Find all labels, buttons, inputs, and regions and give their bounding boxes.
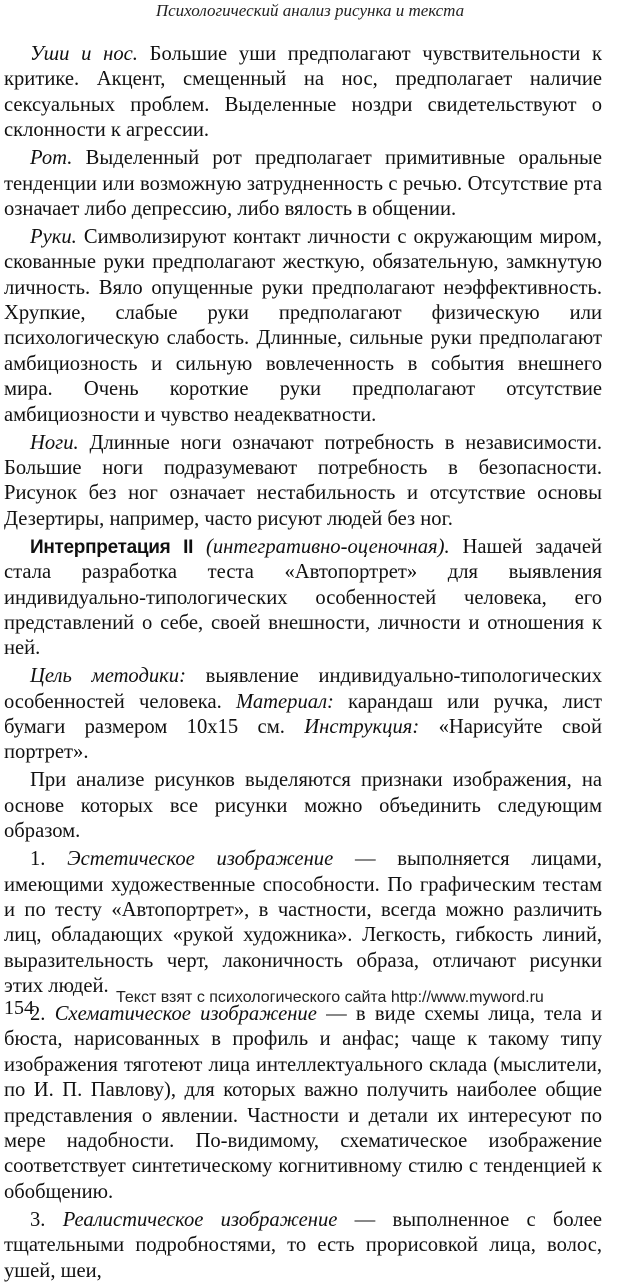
- item-number: 2.: [30, 1003, 55, 1026]
- term-label: Уши и нос.: [30, 43, 138, 65]
- item-number: 1.: [30, 848, 68, 871]
- material-label: Материал:: [236, 690, 334, 713]
- paragraph-text: — выполняется лицами, имеющими художественные способности. По графическим тестам и по тесту «Автопортрет», в частности, всегда можно различить лиц, обладающих «рукой художника». Легкость, гибкость линий, выразительность черт, лаконичность образа, отличают рисунки этих людей.: [4, 848, 602, 998]
- goal-text: выявление индивидуально-типологических особенностей человека.: [4, 665, 602, 713]
- paragraph-ears-nose: [4, 42, 602, 144]
- goal-label: Цель методики:: [30, 665, 186, 688]
- term-label: Рот.: [30, 147, 73, 170]
- running-header: Психологический анализ рисунка и текста: [155, 1, 465, 20]
- paragraph-text: Символизируют контакт личности с окружающим миром, скованные руки предполагают жесткую, обязательную, замкнутую личность. Вяло опущенные руки предполагают неэффективность. Хрупкие, слабые руки предполагают физическую или психологическую слабость. Длинные, сильные руки предполагают амбициозность и сильную вовлеченность в события внешнего мира. Очень короткие руки предполагают отсутствие амбициозности и чувство неадекватности.: [4, 225, 602, 426]
- term-label: Реалистическое изображение: [62, 1208, 338, 1231]
- source-note: Текст взят с психологического сайта http://www.myword.ru: [116, 989, 544, 1006]
- term-label: Ноги.: [30, 431, 79, 454]
- section-heading: Интерпретация II: [30, 536, 194, 558]
- paragraph-text: — выполненное с более тщательными подробностями, то есть прорисовкой лица, волос, ушей, шеи,: [4, 1208, 602, 1282]
- paragraph-analysis: [4, 768, 602, 844]
- paragraph-mouth: [4, 146, 602, 222]
- term-label: Эстетическое изображение: [67, 848, 334, 871]
- item-number: 3.: [30, 1208, 63, 1231]
- paragraph-text: Нашей задачей стала разработка теста «Автопортрет» для выявления индивидуально-типологических особенностей человека, его представлений о себе, своей внешности, личности и отношения к ней.: [4, 535, 602, 660]
- page-number: 154: [4, 997, 34, 1019]
- instruction-text: «Нарисуйте свой портрет».: [4, 716, 602, 764]
- page-body: [4, 42, 602, 1284]
- paragraph-interpretation-2: [4, 535, 602, 662]
- paragraph-text: Длинные ноги означают потребность в независимости. Большие ноги подразумевают потребность в безопасности. Рисунок без ног означает нестабильность и отсутствие основы Дезертиры, например, часто рисуют людей без ног.: [4, 431, 602, 530]
- paragraph-method: [4, 664, 602, 766]
- paragraph-hands: [4, 225, 602, 428]
- term-label: Руки.: [30, 225, 77, 248]
- paragraph-legs: [4, 431, 602, 533]
- paragraph-schematic: [4, 1002, 602, 1205]
- paragraph-text: При анализе рисунков выделяются признаки изображения, на основе которых все рисунки можно объединить следующим образом.: [4, 769, 602, 843]
- instruction-label: Инструкция:: [304, 716, 420, 739]
- material-text: карандаш или ручка, лист бумаги размером 10x15 см.: [4, 690, 602, 739]
- paragraph-realistic: [4, 1208, 602, 1284]
- paragraph-aesthetic: [4, 847, 602, 999]
- section-subtitle: (интегративно-оценочная).: [193, 535, 450, 558]
- paragraph-text: — в виде схемы лица, тела и бюста, нарисованных в профиль и анфас; чаще к такому типу изображения тяготеют лица интеллектуального склада (мыслители, по И. П. Павлову), для которых важно получить наиболее общие представления о явлении. Частности и детали их интересуют по мере надобности. По-видимому, схематическое изображение соответствует синтетическому когнитивному стилю с тенденцией к обобщению.: [4, 1003, 603, 1203]
- paragraph-text: Большие уши предполагают чувствительности к критике. Акцент, смещенный на нос, предполагает наличие сексуальных проблем. Выделенные ноздри свидетельствуют о склонности к агрессии.: [4, 43, 602, 142]
- term-label: Схематическое изображение: [54, 1003, 317, 1026]
- paragraph-text: Выделенный рот предполагает примитивные оральные тенденции или возможную затрудненность с речью. Отсутствие рта означает либо депрессию, либо вялость в общении.: [4, 147, 602, 220]
